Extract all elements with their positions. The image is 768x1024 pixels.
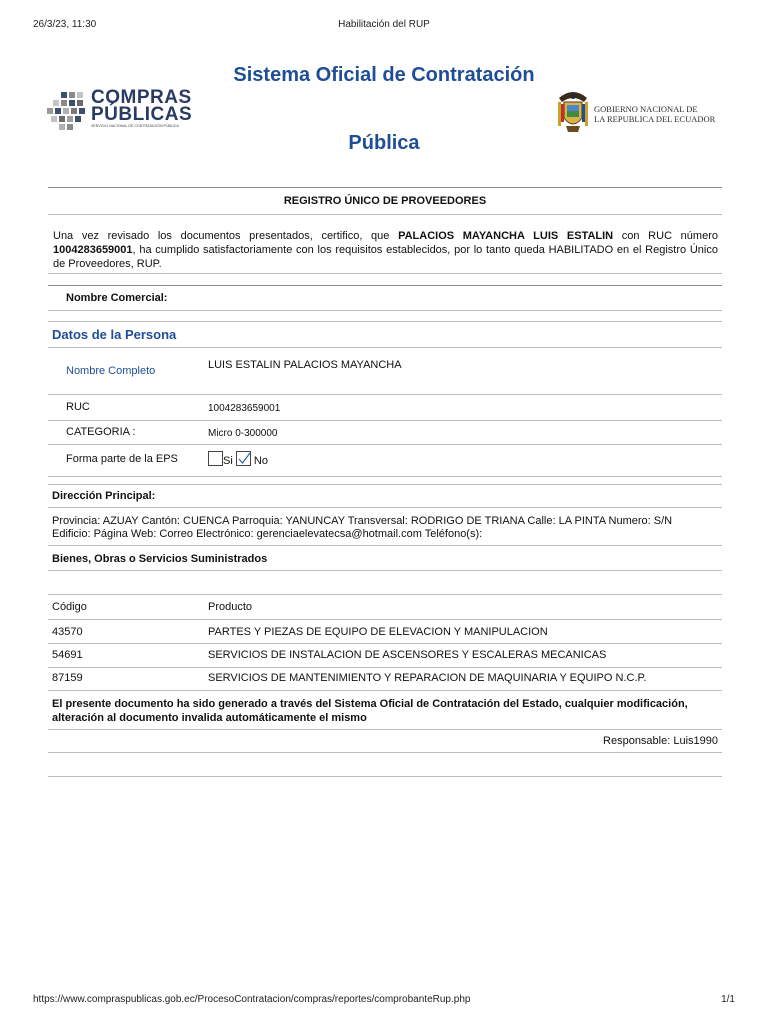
divider [48, 570, 722, 571]
divider [48, 310, 722, 311]
print-page-count: 1/1 [721, 994, 735, 1005]
divider [48, 545, 722, 546]
compras-publicas-logo [47, 88, 197, 134]
table-row-producto: SERVICIOS DE INSTALACION DE ASCENSORES Y ESCALERAS MECANICAS [208, 649, 607, 661]
cert-text-part: con RUC número [613, 230, 718, 242]
divider [48, 273, 722, 274]
direccion-label: Dirección Principal: [52, 490, 156, 502]
cert-text-part: , ha cumplido satisfactoriamente con los requisitos establecidos, por lo tanto queda HABILITADO en el Registro Único de Proveedores, RUP. [53, 244, 718, 270]
ruc-value: 1004283659001 [208, 403, 281, 414]
page-title-line2: Pública [348, 132, 420, 154]
divider [48, 214, 722, 215]
registry-heading: REGISTRO ÚNICO DE PROVEEDORES [283, 195, 487, 207]
categoria-label: CATEGORIA : [66, 426, 136, 438]
eps-no-checkbox[interactable] [236, 451, 251, 466]
divider [48, 619, 722, 620]
responsable: Responsable: Luis1990 [603, 735, 718, 747]
section-title-persona: Datos de la Persona [52, 327, 177, 342]
coat-of-arms-icon [556, 88, 590, 136]
divider [48, 420, 722, 421]
categoria-value: Micro 0-300000 [208, 428, 278, 439]
cert-provider-name: PALACIOS MAYANCHA LUIS ESTALIN [398, 230, 614, 242]
eps-si-checkbox[interactable] [208, 451, 223, 466]
col-producto-header: Producto [208, 601, 253, 613]
divider [48, 643, 722, 644]
bienes-label: Bienes, Obras o Servicios Suministrados [52, 553, 268, 565]
check-icon [237, 451, 251, 466]
gobierno-ecuador-logo [556, 88, 728, 136]
col-codigo-header: Código [52, 601, 87, 613]
print-datetime: 26/3/23, 11:30 [33, 19, 97, 30]
nombre-completo-value: LUIS ESTALIN PALACIOS MAYANCHA [208, 359, 402, 371]
print-page-title: Habilitación del RUP [338, 19, 430, 30]
cert-ruc: 1004283659001 [53, 244, 133, 256]
table-row-codigo: 87159 [52, 672, 83, 684]
eps-options [208, 451, 268, 467]
cert-text-part: Una vez revisado los documentos presentados, certifico, que [53, 230, 399, 242]
pixel-mosaic-icon [47, 90, 91, 130]
logo-subtitle: SERVICIO NACIONAL DE CONTRATACIÓN PÚBLICA [91, 124, 179, 128]
divider [48, 667, 722, 668]
logo-line-compras: COMPRAS [91, 87, 192, 108]
divider [48, 776, 722, 777]
table-row-codigo: 43570 [52, 626, 83, 638]
nombre-comercial-label: Nombre Comercial: [66, 292, 168, 304]
print-url: https://www.compraspublicas.gob.ec/ProcesoContratacion/compras/reportes/comprobanteRup.php [33, 994, 471, 1005]
eps-label: Forma parte de la EPS [66, 453, 178, 465]
divider [48, 507, 722, 508]
ruc-label: RUC [66, 401, 90, 413]
footer-note-line2: alteración al documento invalida automáticamente el mismo [52, 712, 367, 724]
logo-line-publicas: PÚBLICAS [91, 104, 193, 125]
nombre-completo-label: Nombre Completo [66, 365, 156, 377]
certification-text [53, 229, 718, 271]
gov-logo-line1: GOBIERNO NACIONAL DE [594, 104, 698, 114]
table-row-producto: PARTES Y PIEZAS DE EQUIPO DE ELEVACION Y MANIPULACION [208, 626, 548, 638]
divider [48, 484, 722, 485]
divider [48, 729, 722, 730]
divider [48, 285, 722, 286]
divider [48, 321, 722, 322]
divider [48, 752, 722, 753]
gov-logo-line2: LA REPUBLICA DEL ECUADOR [594, 114, 716, 124]
eps-si-label: Si [223, 455, 233, 467]
table-row-codigo: 54691 [52, 649, 83, 661]
divider [48, 187, 722, 188]
divider [48, 476, 722, 477]
direccion-line1: Provincia: AZUAY Cantón: CUENCA Parroquia: YANUNCAY Transversal: RODRIGO DE TRIANA Calle: LA PINTA Numero: S/N [52, 515, 673, 527]
divider [48, 347, 722, 348]
divider [48, 444, 722, 445]
divider [48, 690, 722, 691]
divider [48, 394, 722, 395]
footer-note-line1: El presente documento ha sido generado a través del Sistema Oficial de Contratación del Estado, cualquier modificación, [52, 698, 688, 710]
page-title-line1: Sistema Oficial de Contratación [233, 64, 535, 86]
direccion-line2: Edificio: Página Web: Correo Electrónico: gerenciaelevatecsa@hotmail.com Teléfono(s): [52, 528, 483, 540]
eps-no-label: No [253, 455, 268, 467]
divider [48, 594, 722, 595]
table-row-producto: SERVICIOS DE MANTENIMIENTO Y REPARACION DE MAQUINARIA Y EQUIPO N.C.P. [208, 672, 647, 684]
